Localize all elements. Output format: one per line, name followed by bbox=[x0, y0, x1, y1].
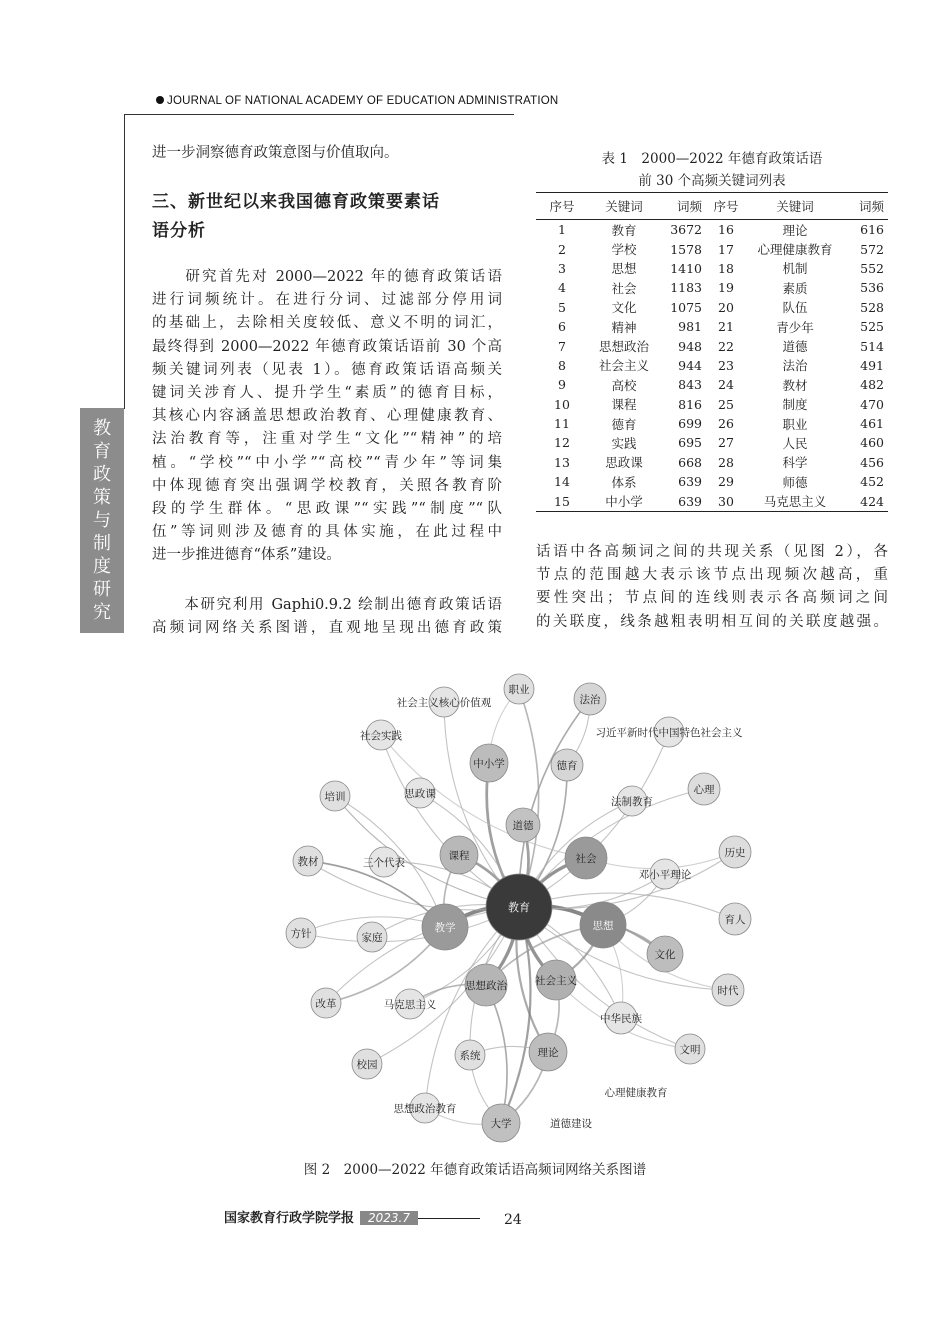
table-cell: 人民 bbox=[782, 435, 808, 451]
network-node bbox=[596, 717, 743, 747]
node-label: 教材 bbox=[297, 856, 319, 868]
table-cell: 29 bbox=[718, 474, 734, 490]
table-cell: 525 bbox=[860, 319, 884, 335]
node-label: 文化 bbox=[654, 949, 676, 961]
node-label: 法治 bbox=[579, 694, 601, 706]
network-node bbox=[486, 874, 552, 940]
table-cell: 社会主义 bbox=[598, 358, 649, 374]
table-cell: 15 bbox=[536, 491, 588, 511]
text-line: 其核心内容涵盖思想政治教育、心理健康教育、 bbox=[152, 408, 502, 425]
table-cell: 课程 bbox=[611, 397, 637, 413]
network-nodes bbox=[286, 674, 751, 1142]
node-label: 时代 bbox=[717, 985, 739, 997]
table-cell: 11 bbox=[554, 416, 570, 432]
footer bbox=[224, 1207, 480, 1226]
section-heading-line: 语分析 bbox=[152, 221, 206, 241]
intro-sentence: 进一步洞察德育政策意图与价值取向。 bbox=[152, 145, 399, 161]
node-label: 道德建设 bbox=[550, 1118, 592, 1130]
network-node bbox=[455, 1040, 485, 1070]
network-node bbox=[529, 1033, 567, 1071]
figure-caption: 图 2 2000—2022 年德育政策话语高频词网络关系图谱 bbox=[303, 1162, 647, 1178]
network-node bbox=[535, 960, 577, 1000]
text-line: 话语中各高频词之间的共现关系（见图 2），各 bbox=[536, 544, 888, 560]
network-node bbox=[688, 773, 720, 805]
table-cell: 28 bbox=[718, 454, 734, 470]
table-cell: 16 bbox=[718, 222, 734, 238]
table-cell: 教育 bbox=[611, 222, 637, 238]
network-node bbox=[611, 786, 653, 816]
table-cell: 25 bbox=[718, 396, 734, 412]
table-cell: 695 bbox=[678, 435, 702, 451]
side-tab-char: 究 bbox=[93, 602, 111, 623]
network-node bbox=[404, 778, 436, 808]
network-node bbox=[719, 903, 751, 935]
text-line: 频关键词列表（见表 1）。德育政策话语高频关 bbox=[152, 361, 502, 378]
node-label: 教育 bbox=[508, 901, 530, 914]
node-label: 中华民族 bbox=[600, 1013, 642, 1025]
table-cell: 队伍 bbox=[782, 300, 808, 316]
journal-name-english: JOURNAL OF NATIONAL ACADEMY OF EDUCATION ADMINISTRATION bbox=[167, 95, 559, 107]
table-cell: 科学 bbox=[782, 455, 808, 471]
table-cell: 中小学 bbox=[588, 491, 660, 511]
table-header-cell: 词频 bbox=[844, 193, 888, 220]
table-cell: 22 bbox=[718, 338, 734, 354]
table-cell: 616 bbox=[860, 222, 884, 238]
network-node bbox=[675, 1034, 705, 1064]
table-cell: 10 bbox=[554, 396, 570, 412]
side-tab-char: 策 bbox=[93, 487, 111, 508]
table-cell: 461 bbox=[860, 416, 884, 432]
table-cell: 456 bbox=[860, 454, 884, 470]
network-node bbox=[580, 902, 626, 948]
node-label: 校园 bbox=[356, 1059, 378, 1071]
node-label: 培训 bbox=[324, 791, 346, 803]
table-cell: 道德 bbox=[782, 339, 808, 355]
node-label: 思政课 bbox=[404, 788, 436, 800]
table-cell: 1410 bbox=[670, 260, 702, 276]
text-line: 的关联度，线条越粗表明相互间的关联度越强。 bbox=[536, 613, 888, 630]
node-label: 马克思主义 bbox=[383, 999, 437, 1011]
table-cell: 470 bbox=[860, 396, 884, 412]
table-cell: 教材 bbox=[782, 377, 808, 393]
side-tab-char: 与 bbox=[93, 510, 111, 531]
table-cell: 理论 bbox=[782, 222, 808, 238]
table-cell: 424 bbox=[844, 491, 888, 511]
node-label: 改革 bbox=[315, 998, 337, 1010]
text-line: 要性突出；节点间的连线则表示各高频词之间 bbox=[536, 590, 888, 607]
table-cell: 572 bbox=[860, 241, 884, 257]
node-label: 理论 bbox=[537, 1047, 559, 1059]
table-cell: 1075 bbox=[670, 299, 702, 315]
table-cell: 948 bbox=[678, 338, 702, 354]
table-cell: 体系 bbox=[611, 474, 637, 490]
table-cell: 2 bbox=[558, 241, 566, 257]
table-cell: 528 bbox=[860, 299, 884, 315]
table-cell: 14 bbox=[554, 474, 570, 490]
table-cell: 8 bbox=[558, 357, 566, 373]
table-cell: 514 bbox=[860, 338, 884, 354]
table-cell: 精神 bbox=[611, 319, 637, 335]
network-node bbox=[465, 964, 507, 1006]
text-line: 研究首先对 2000—2022 年的德育政策话语 bbox=[152, 269, 502, 285]
table-cell: 668 bbox=[678, 454, 702, 470]
text-line: 伍”等词则涉及德育的具体实施，在此过程中 bbox=[152, 524, 502, 541]
table-cell: 26 bbox=[718, 416, 734, 432]
network-node bbox=[360, 720, 402, 750]
node-label: 法制教育 bbox=[611, 796, 653, 808]
table-cell: 944 bbox=[678, 357, 702, 373]
network-node bbox=[550, 1117, 592, 1130]
network-node bbox=[320, 781, 350, 811]
node-label: 文明 bbox=[679, 1044, 701, 1056]
table-cell: 27 bbox=[718, 435, 734, 451]
node-label: 道德 bbox=[512, 820, 534, 832]
side-tab-char: 研 bbox=[93, 579, 111, 600]
side-tab-char: 度 bbox=[93, 556, 111, 577]
table-cell: 1578 bbox=[670, 241, 702, 257]
node-label: 社会实践 bbox=[360, 730, 402, 742]
table-cell: 思想 bbox=[611, 261, 637, 277]
network-node bbox=[470, 744, 508, 782]
table-cell: 19 bbox=[718, 280, 734, 296]
node-label: 社会主义核心价值观 bbox=[396, 697, 492, 709]
table-cell: 德育 bbox=[611, 416, 637, 432]
node-label: 德育 bbox=[556, 760, 578, 772]
network-node bbox=[397, 687, 492, 717]
table-cell: 21 bbox=[718, 319, 734, 335]
table-cell: 学校 bbox=[611, 242, 637, 258]
section-heading-line: 三、新世纪以来我国德育政策要素话 bbox=[152, 192, 440, 212]
table-cell: 3672 bbox=[670, 222, 702, 238]
node-label: 育人 bbox=[724, 914, 746, 926]
table-cell: 981 bbox=[678, 319, 702, 335]
table-cell: 思政课 bbox=[605, 455, 643, 471]
network-node bbox=[600, 1002, 642, 1034]
table-header-cell: 词频 bbox=[660, 193, 706, 220]
table-cell: 491 bbox=[860, 357, 884, 373]
table-cell: 机制 bbox=[782, 261, 808, 277]
network-node bbox=[286, 918, 316, 948]
table-cell: 思想政治 bbox=[598, 339, 649, 355]
footer-journal-name: 国家教育行政学院学报 bbox=[224, 1211, 355, 1226]
footer-issue-badge: 2023.7 bbox=[360, 1211, 418, 1225]
network-node bbox=[293, 846, 323, 876]
text-line: 最终得到 2000—2022 年德育政策话语前 30 个高 bbox=[152, 338, 502, 355]
table-cell: 699 bbox=[678, 416, 702, 432]
table-cell: 制度 bbox=[782, 397, 808, 413]
text-line: 键词关涉育人、提升学生“素质”的德育目标， bbox=[152, 385, 502, 402]
table-cell: 12 bbox=[554, 435, 570, 451]
table-header-cell: 关键词 bbox=[588, 193, 660, 220]
table-cell: 843 bbox=[678, 377, 702, 393]
network-node bbox=[574, 683, 606, 715]
side-tab-char: 制 bbox=[93, 533, 111, 554]
table-cell: 素质 bbox=[782, 280, 808, 296]
table-cell: 9 bbox=[558, 377, 566, 393]
footer-rule bbox=[418, 1218, 480, 1219]
table-cell: 5 bbox=[558, 299, 566, 315]
node-label: 课程 bbox=[448, 850, 470, 862]
network-node bbox=[551, 749, 583, 781]
table-cell: 13 bbox=[554, 454, 570, 470]
network-node bbox=[311, 988, 341, 1018]
table-cell: 17 bbox=[718, 241, 734, 257]
network-node bbox=[719, 836, 751, 868]
table-cell: 4 bbox=[558, 280, 566, 296]
table-cell: 23 bbox=[718, 357, 734, 373]
table-header-cell: 序号 bbox=[706, 193, 746, 220]
network-node bbox=[482, 1104, 520, 1142]
table-cell: 536 bbox=[860, 280, 884, 296]
table-cell: 482 bbox=[860, 377, 884, 393]
table-cell: 460 bbox=[860, 435, 884, 451]
table-cell: 639 bbox=[678, 474, 702, 490]
network-node bbox=[357, 922, 387, 952]
table-cell: 20 bbox=[718, 299, 734, 315]
side-tab-char: 政 bbox=[93, 464, 111, 485]
network-node bbox=[565, 837, 607, 879]
network-node bbox=[440, 836, 478, 874]
node-label: 心理 bbox=[693, 784, 715, 796]
table-cell: 24 bbox=[718, 377, 734, 393]
node-label: 邓小平理论 bbox=[638, 869, 692, 881]
node-label: 大学 bbox=[490, 1118, 512, 1130]
table-cell: 文化 bbox=[611, 300, 637, 316]
table-header-cell: 序号 bbox=[536, 193, 588, 220]
network-node bbox=[605, 1086, 668, 1099]
node-label: 历史 bbox=[724, 847, 746, 859]
table-cell: 法治 bbox=[782, 358, 808, 374]
table-cell: 心理健康教育 bbox=[757, 242, 833, 258]
table-cell: 3 bbox=[558, 260, 566, 276]
table-cell: 社会 bbox=[611, 280, 637, 296]
network-node bbox=[422, 904, 468, 950]
table-cell: 马克思主义 bbox=[746, 491, 844, 511]
text-line: 本研究利用 Gaphi0.9.2 绘制出德育政策话语 bbox=[152, 597, 502, 613]
page-number: 24 bbox=[504, 1212, 522, 1228]
table-cell: 452 bbox=[860, 474, 884, 490]
node-label: 职业 bbox=[508, 684, 530, 696]
network-node bbox=[504, 674, 534, 704]
node-label: 社会主义 bbox=[535, 975, 577, 987]
table-cell: 30 bbox=[706, 491, 746, 511]
side-tab-char: 教 bbox=[93, 418, 111, 439]
node-label: 习近平新时代中国特色社会主义 bbox=[595, 727, 743, 739]
table-cell: 6 bbox=[558, 319, 566, 335]
node-label: 社会 bbox=[575, 853, 597, 865]
table-caption-line: 表 1 2000—2022 年德育政策话语 bbox=[601, 151, 823, 167]
node-label: 方针 bbox=[290, 928, 312, 940]
table-caption-line: 前 30 个高频关键词列表 bbox=[638, 173, 786, 189]
network-node bbox=[647, 936, 683, 972]
text-line: 段的学生群体。“思政课”“实践”“制度”“队 bbox=[152, 501, 502, 518]
table-cell: 1 bbox=[558, 222, 566, 238]
side-tab-char: 育 bbox=[93, 441, 111, 462]
table-cell: 高校 bbox=[611, 377, 637, 393]
table-cell: 师德 bbox=[782, 474, 808, 490]
node-label: 思想 bbox=[592, 920, 614, 932]
node-label: 教学 bbox=[434, 922, 456, 934]
text-line: 的基础上，去除相关度较低、意义不明的词汇， bbox=[152, 315, 502, 332]
table-cell: 青少年 bbox=[776, 319, 814, 335]
node-label: 系统 bbox=[459, 1050, 481, 1062]
node-label: 家庭 bbox=[361, 932, 383, 944]
text-line: 中体现德育突出强调学校教育，关照各教育阶 bbox=[152, 477, 502, 494]
node-label: 中小学 bbox=[473, 758, 505, 770]
table-cell: 639 bbox=[660, 491, 706, 511]
node-label: 三个代表 bbox=[363, 857, 405, 869]
text-line: 节点的范围越大表示该节点出现频次越高，重 bbox=[536, 567, 888, 584]
node-label: 心理健康教育 bbox=[604, 1087, 668, 1099]
network-node bbox=[712, 974, 744, 1006]
table-cell: 552 bbox=[860, 260, 884, 276]
network-node bbox=[363, 847, 405, 877]
table-header-cell: 关键词 bbox=[746, 193, 844, 220]
text-line: 植。“学校”“中小学”“高校”“青少年”等词集 bbox=[152, 454, 502, 471]
text-line: 法治教育等，注重对学生“文化”“精神”的培 bbox=[152, 431, 502, 448]
network-node bbox=[352, 1049, 382, 1079]
table-cell: 816 bbox=[678, 396, 702, 412]
table-cell: 7 bbox=[558, 338, 566, 354]
table-cell: 职业 bbox=[782, 416, 808, 432]
text-line: 进行词频统计。在进行分词、过滤部分停用词 bbox=[152, 292, 502, 309]
table-cell: 18 bbox=[718, 260, 734, 276]
text-line: 进一步推进德育“体系”建设。 bbox=[152, 547, 341, 564]
table-cell: 实践 bbox=[611, 435, 637, 451]
node-label: 思想政治教育 bbox=[393, 1103, 457, 1115]
node-label: 思想政治 bbox=[465, 980, 507, 992]
network-node bbox=[506, 808, 540, 842]
text-line: 高频词网络关系图谱，直观地呈现出德育政策 bbox=[152, 620, 502, 637]
table-cell: 1183 bbox=[670, 280, 702, 296]
